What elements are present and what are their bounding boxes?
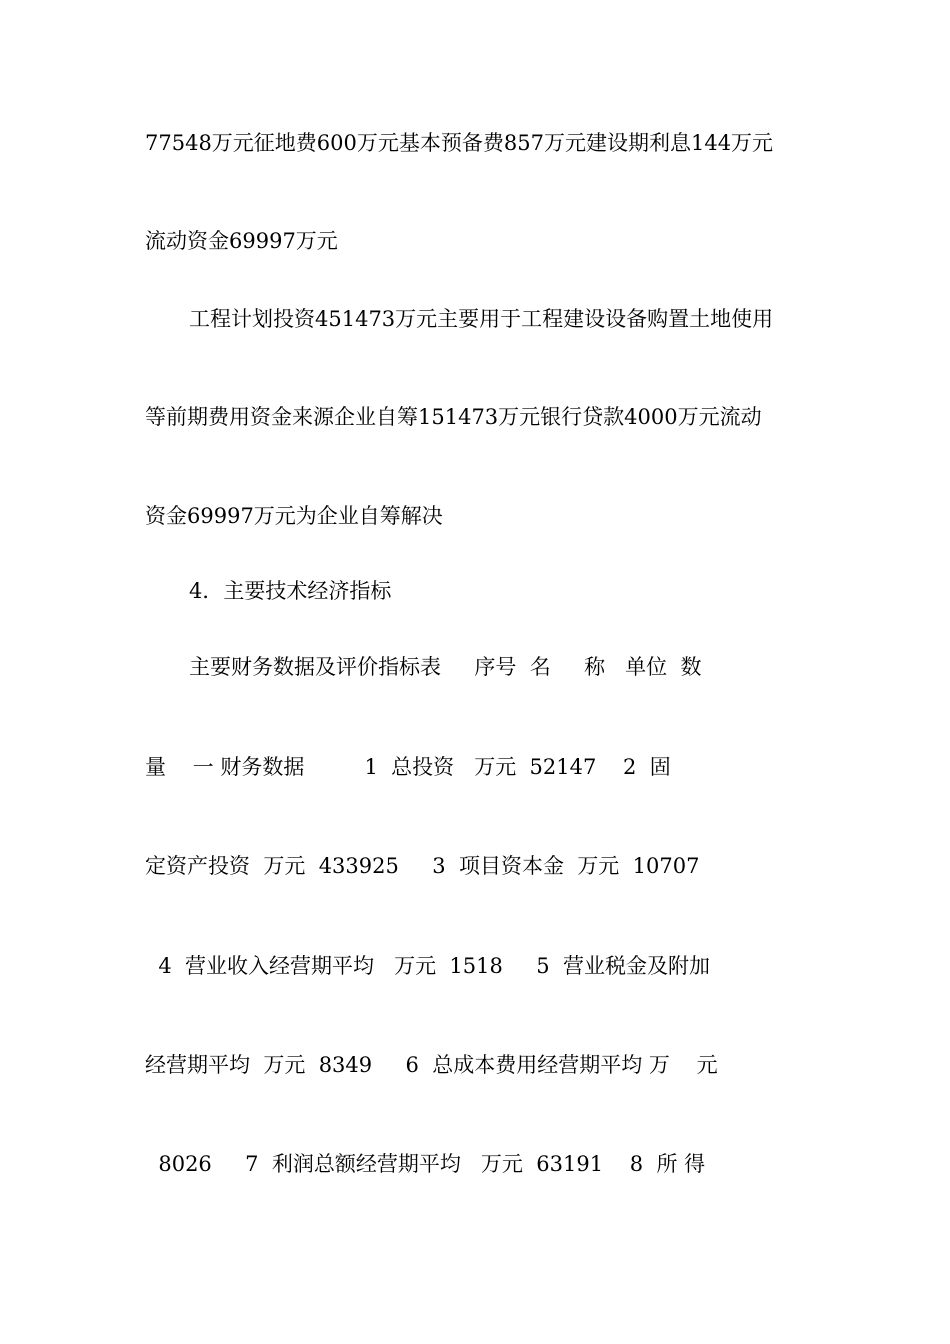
text-line: 经营期平均 万元 8349 6 总成本费用经营期平均 万 元 [145,1053,718,1077]
text-line: 77548万元征地费600万元基本预备费857万元建设期利息144万元 [145,131,774,155]
text-line: 资金69997万元为企业自筹解决 [145,504,443,528]
text-line: 等前期费用资金来源企业自筹151473万元银行贷款4000万元流动 [145,405,762,429]
text-line: 定资产投资 万元 433925 3 项目资本金 万元 10707 [145,854,700,878]
text-line: 流动资金69997万元 [145,229,338,253]
text-line: 8026 7 利润总额经营期平均 万元 63191 8 所 得 [145,1152,706,1176]
text-line: 4 营业收入经营期平均 万元 1518 5 营业税金及附加 [145,954,710,978]
table-title-line: 主要财务数据及评价指标表 序号 名 称 单位 数 [189,655,702,679]
paragraph-start: 工程计划投资451473万元主要用于工程建设设备购置土地使用 [189,307,774,331]
text-line: 量 一 财务数据 1 总投资 万元 52147 2 固 [145,755,671,779]
section-heading: 4．主要技术经济指标 [189,579,392,603]
